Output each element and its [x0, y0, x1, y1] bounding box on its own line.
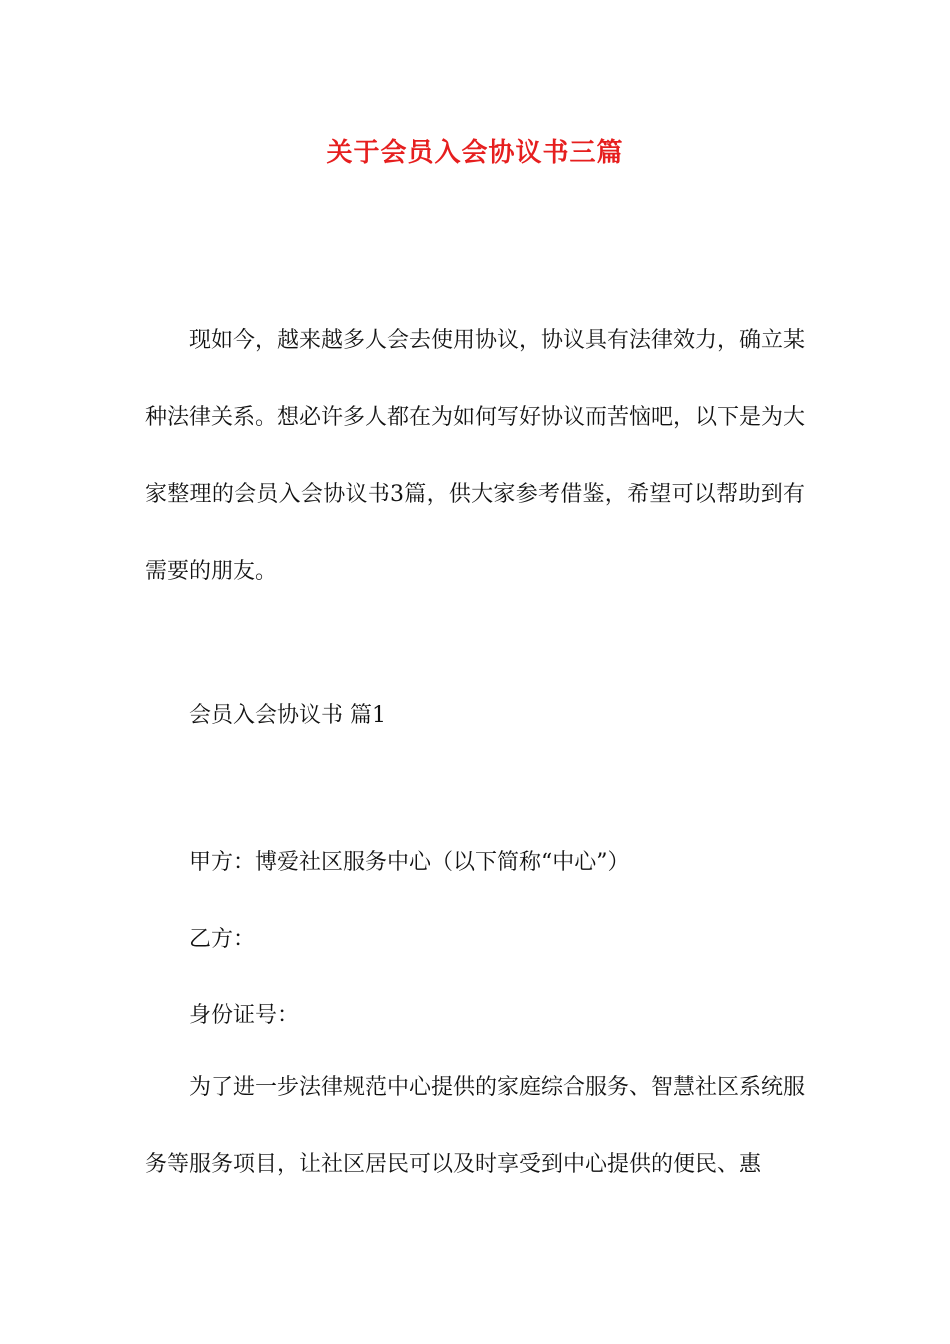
intro-paragraph: 现如今，越来越多人会去使用协议，协议具有法律效力，确立某种法律关系。想必许多人都在为如何写好协议而苦恼吧，以下是为大家整理的会员入会协议书3篇，供大家参考借鉴，希望可以帮助到有需要的朋友。 — [145, 328, 806, 584]
document-title: 关于会员入会协议书三篇 — [326, 138, 624, 168]
party-b-line: 乙方： — [189, 927, 256, 952]
body-paragraph: 为了进一步法律规范中心提供的家庭综合服务、智慧社区系统服务等服务项目，让社区居民可以及时享受到中心提供的便民、惠 — [145, 1075, 806, 1177]
id-number-line: 身份证号： — [189, 1003, 300, 1028]
party-a-line: 甲方：博爱社区服务中心（以下简称“中心”） — [189, 850, 630, 875]
section-heading: 会员入会协议书 篇1 — [189, 703, 386, 728]
